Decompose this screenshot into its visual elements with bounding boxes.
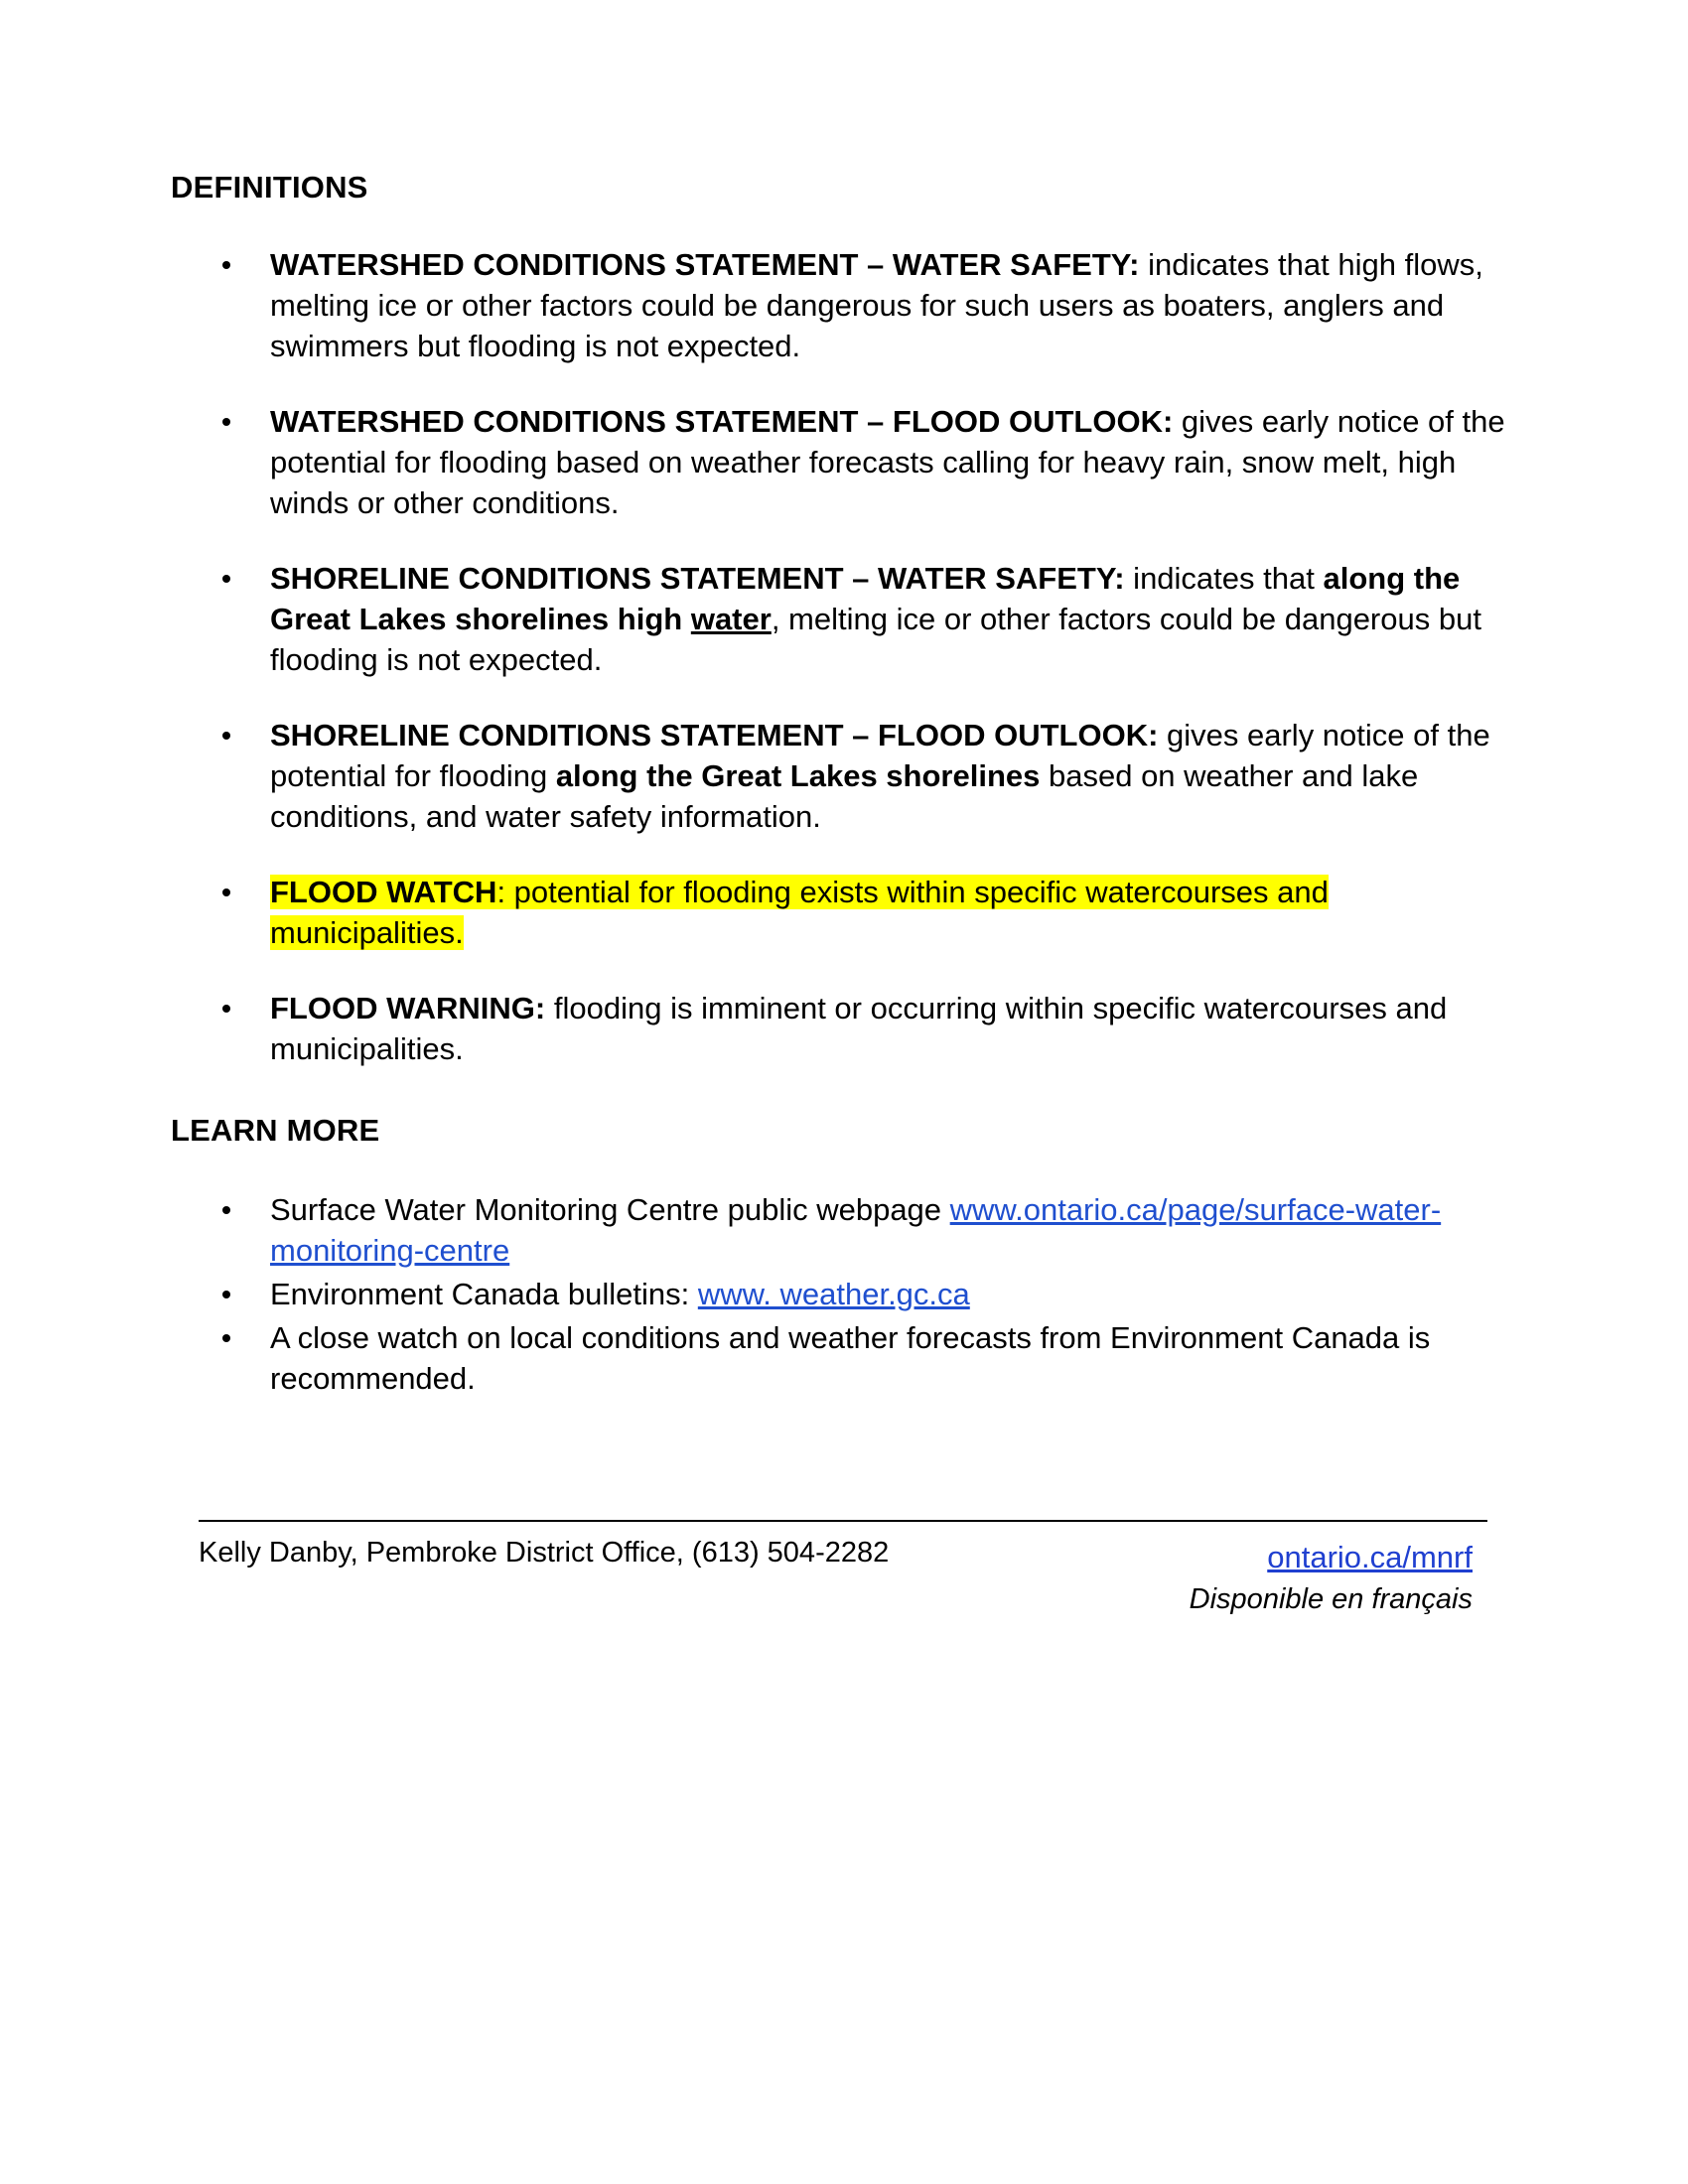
highlighted-text: [270, 875, 1329, 950]
surface-water-link[interactable]: www.ontario.ca/page/surface-water-monitoring-centre: [270, 1192, 1442, 1268]
bullet-icon: [222, 261, 230, 269]
bullet-icon: [222, 575, 230, 583]
bullet-icon: [222, 418, 230, 426]
learn-more-list: [0, 1189, 1688, 1402]
definition-item: [0, 401, 1526, 523]
definition-text: , melting ice or other factors could be dangerous but flooding is not expected.: [270, 602, 1481, 677]
definitions-list: [0, 244, 1688, 1104]
footer-contact: Kelly Danby, Pembroke District Office, (613) 504-2282: [199, 1537, 890, 1569]
learn-more-heading: LEARN MORE: [171, 1113, 380, 1148]
definition-item: [0, 715, 1526, 837]
definition-emphasis: along the Great Lakes shorelines high: [270, 561, 1461, 636]
definition-emphasis: along the Great Lakes shorelines: [555, 758, 1041, 793]
definition-term: SHORELINE CONDITIONS STATEMENT – FLOOD OUTLOOK:: [270, 718, 1159, 752]
definition-text: flooding is imminent or occurring within specific watercourses and municipalities.: [270, 991, 1448, 1066]
bullet-icon: [222, 888, 230, 896]
learn-more-item: [0, 1317, 1526, 1399]
footer-right-block: [1190, 1537, 1473, 1620]
definition-text: gives early notice of the potential for flooding based on weather forecasts calling for heavy rain, snow melt, high winds or other conditions.: [270, 404, 1505, 520]
definition-term: WATERSHED CONDITIONS STATEMENT – FLOOD OUTLOOK:: [270, 404, 1174, 439]
definition-emphasis-underlined: water: [690, 602, 772, 636]
bullet-icon: [222, 1334, 230, 1342]
definition-item-highlighted: [0, 872, 1526, 953]
definition-item: [0, 244, 1526, 366]
definition-item: [0, 988, 1526, 1069]
learn-more-text: Environment Canada bulletins:: [270, 1277, 698, 1311]
definition-term: FLOOD WARNING:: [270, 991, 546, 1025]
definition-term: WATERSHED CONDITIONS STATEMENT – WATER SAFETY:: [270, 247, 1140, 282]
french-availability-note: Disponible en français: [1189, 1583, 1473, 1615]
definition-text: indicates that: [1124, 561, 1324, 596]
ontario-mnrf-link[interactable]: ontario.ca/mnrf: [1267, 1540, 1473, 1574]
definition-text: gives early notice of the potential for flooding: [270, 718, 1490, 793]
learn-more-item: [0, 1274, 1526, 1314]
bullet-icon: [222, 1005, 230, 1013]
definition-item: [0, 558, 1526, 680]
definition-text: : potential for flooding exists within specific watercourses and municipalities.: [270, 875, 1329, 950]
weather-link[interactable]: www. weather.gc.ca: [697, 1277, 970, 1311]
definition-text: based on weather and lake conditions, and water safety information.: [270, 758, 1419, 834]
definition-term: FLOOD WATCH: [270, 875, 497, 909]
learn-more-item: [0, 1189, 1526, 1271]
learn-more-text: Surface Water Monitoring Centre public webpage: [270, 1192, 950, 1227]
definition-text: indicates that high flows, melting ice or other factors could be dangerous for such users as boaters, anglers and swimmers but flooding is not expected.: [270, 247, 1483, 363]
bullet-icon: [222, 732, 230, 740]
bullet-icon: [222, 1206, 230, 1214]
bullet-icon: [222, 1291, 230, 1298]
definition-term: SHORELINE CONDITIONS STATEMENT – WATER SAFETY:: [270, 561, 1125, 596]
footer-divider: [199, 1520, 1487, 1522]
definitions-heading: DEFINITIONS: [171, 170, 368, 205]
learn-more-text: A close watch on local conditions and weather forecasts from Environment Canada is recommended.: [270, 1320, 1431, 1396]
